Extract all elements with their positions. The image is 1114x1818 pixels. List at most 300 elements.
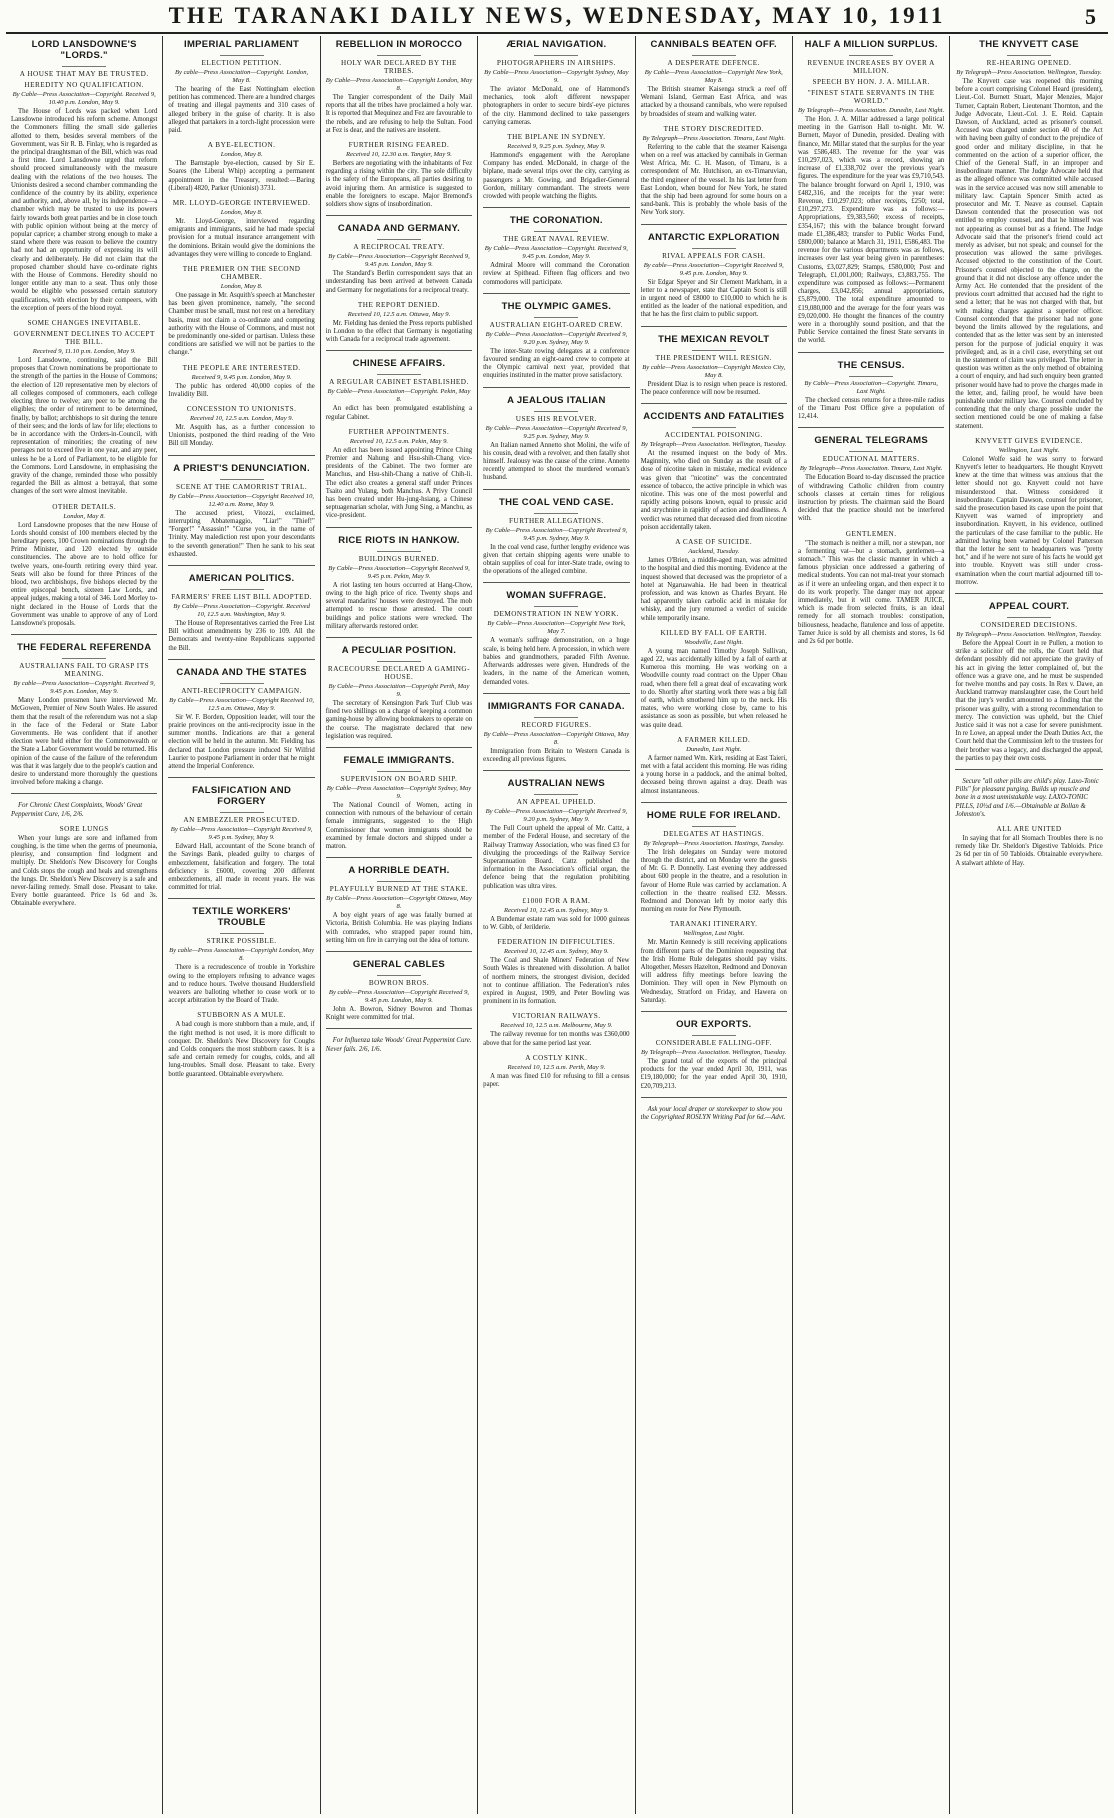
article (483, 897, 629, 932)
article-subhead: THE STORY DISCREDITED. (663, 124, 764, 133)
article-dateline: By Cable—Press Association—Copyright. Pekin, May 8. (327, 388, 471, 404)
article-headline: IMPERIAL PARLIAMENT (184, 39, 300, 50)
article-headline: A JEALOUS ITALIAN (483, 387, 629, 409)
article-body: Referring to the cable that the steamer Kaisenga when on a reef was attacked by cannibals in German West Africa, Mr. C. H. Mason, of Timaru, is a correspondent of Mr. Hutchison, an ex-Timaruvian, the third engineer of the vessel. In his last letter from East London, when bound for New York, he stated that the ship had been aground for some hours on a sand-bank. This is probably the whole basis of the New York story. (640, 143, 787, 217)
article-body: Admiral Moore will command the Coronation review at Spithead. Fifteen flag officers and two commodores will participate. (483, 262, 630, 286)
article-dateline: Received 10, 12.45 a.m. Sydney, May 9. (504, 906, 609, 914)
article-body: Before the Appeal Court in re Pullen, a motion to strike a solicitor off the rolls, the Court held that defendant possibly did not appreciate the gravity of his act in giving the letter complained of, but the offence was a grave one, and he must be suspended for twelve months and pay costs. In Rex v. Dawe, an Auckland tramway manslaughter case, the Court held that the jury's verdict amounted to a finding that the prisoner was guilty, with a strong recommendation to mercy. The conviction was upheld, but the Chief Justice said it was not a case for severe punishment. In re Lowe, an appeal under the Death Duties Act, the Court held that the Commission left to the trustees for their brother was a legacy, and discharged the appeal, the parties to pay their own costs. (955, 639, 1103, 762)
article-dateline: By Cable—Press Association—Copyright Received 9, 9.45 p.m. Sydney, May 9. (170, 826, 313, 842)
article-body: Immigration from Britain to Western Canada is exceeding all previous figures. (483, 747, 630, 763)
article-body: The Knyvett case was reopened this morning before a court comprising Colonel Heard (president), Lieut.-Col. Burnett Stuart, Major Menzies, Major Turner, Captain Robert, Lieutenant Thornton, and the Judge Advocate, Lieut.-Col. J. E. Reid. Captain Dawson, of Auckland, acted as prisoner's counsel. Accused was charged under section 40 of the Act with having been guilty of conduct to the prejudice of good order and military discipline, in that he commented on the action of a superior officer, the Chief of the General Staff, in an improper and insubordinate manner. The Judge Advocate held that as the alleged offence was committed while accused was in the service accused was now still amenable to military law. Captain Spencer Smith acted as prosecutor and Mr. T. Neave as counsel. Captain Dawson contended that the prosecution was not entitled to employ counsel, and that he himself was not appearing as counsel but as a friend. The Judge Advocate said that the prisoner's friend could act merely as adviser, but not speak; and counsel for the prosecution was allowed the same privileges. Accused objected to the constitution of the Court. Prisoner's counsel objected to the charge, on the ground that it did not disclose any offence under the Army Act. He contended that the president of the previous court admitted that accused had the right to send a letter; that he was not charged with that, but with making charges against a superior officer. Counsel contended that the prisoner had not gone beyond the limits allowed by the regulations, and contended that as the letter was sent by an interested person for the purpose of judicial enquiry it was privileged; and, as in a civil case, everything set out in the statement of claim was privileged. The letter in question was written as the only method of obtaining a court of enquiry, and had such enquiry been granted prisoner would have had to prove the charges made in the letter, and, failing proof, he would have been punishable under military law. Counsel concluded by contending that the only charge possible under the section mentioned could be one of making a false statement. (955, 78, 1103, 430)
article-subhead: "FINEST STATE SERVANTS IN THE WORLD." (807, 89, 935, 105)
article-body: The British steamer Kaisenga struck a reef off Wemani Island, German East Africa, and was attacked by a thousand cannibals, who were repulsed by broadsides of steam and walking water. (640, 86, 787, 118)
article (798, 36, 944, 346)
article-headline: THE OLYMPIC GAMES. (483, 293, 629, 315)
advertisement (11, 793, 157, 818)
article-body: Mr. Lloyd-George, interviewed regarding emigrants and immigrants, said he had made special provision for a mutual insurance arrangement with the dominions. Britain would give the dominions the advantages they were willing to concede to England. (168, 218, 315, 258)
article-dateline: By Cable—Press Association—Copyright Received 9, 9.20 p.m. Sydney, May 9. (485, 808, 628, 824)
headline-rule (377, 975, 421, 976)
article (11, 634, 157, 787)
article-subhead: SOME CHANGES INEVITABLE. (27, 319, 141, 328)
article-subhead: VICTORIAN RAILWAYS. (512, 1012, 601, 1021)
article (483, 770, 629, 891)
article-headline: THE FEDERAL REFERENDA (11, 634, 157, 656)
article-subhead: SORE LUNGS (59, 824, 109, 833)
article-subhead: MR. LLOYD-GEORGE INTERVIEWED. (172, 199, 311, 208)
article-body: The Coal and Shale Miners' Federation of New South Wales is threatened with dissolution. A ballot of northern miners, the strongest division, decided not to continue affiliation. The Federation's rules expired in August, 1909, and Peter Bowling was prominent in its formation. (483, 957, 630, 1006)
article-dateline: By Cable—Press Association—Copyright. Received 9, 10.40 p.m. London, May 9. (12, 91, 156, 106)
article-headline: HALF A MILLION SURPLUS. (804, 39, 938, 50)
advertisement-text: Secure "all other pills are child's play. Laxo-Tonic Pills" for pleasant purging. Builds up muscle and bone in a most unmistakable way. LAXO-TONIC PILLS, 10½d and 1/6.—Obtainable at Bollan & Johnston's. (955, 778, 1099, 818)
article-headline: OUR EXPORTS. (641, 1011, 787, 1033)
article (641, 802, 787, 915)
article-headline: A HORRIBLE DEATH. (326, 857, 472, 879)
article-subhead: HOLY WAR DECLARED BY THE TRIBES. (341, 59, 457, 75)
article-subhead: EDUCATIONAL MATTERS. (822, 455, 920, 464)
article (955, 36, 1102, 431)
article (483, 387, 629, 483)
article (326, 527, 472, 631)
article-subhead: RACECOURSE DECLARED A GAMING-HOUSE. (327, 664, 471, 681)
article-headline: REBELLION IN MOROCCO (335, 39, 463, 50)
article-dateline: Received 10, 12.45 a.m. Sydney, May 9. (504, 948, 609, 956)
article-body: James O'Brien, a middle-aged man, was admitted to the hospital and died this morning. Evidence at the inquest showed that deceased was the proprietor of a hotel at Ngaruawahia. He had been in theatrical profession, and was known as Charles Bryant. He had apparently taken carbolic acid in mistake for whisky, and the jury returned a verdict of suicide while temporarily insane. (640, 557, 787, 622)
advertisement (955, 769, 1102, 819)
article-subhead: PHOTOGRAPHERS IN AIRSHIPS. (496, 59, 616, 67)
article (641, 538, 787, 623)
article-dateline: By Telegraph—Press Association. Timaru, Last Night. (642, 134, 786, 142)
column-2 (163, 36, 320, 1814)
article-body: A bad cough is more stubborn than a mule, and, if the right method is not used, it is more difficult to conquer. Dr. Sheldon's New Discovery for Coughs and Colds conquers the most stubborn cases. It is a safe and certain remedy for coughs, colds, and all lung-troubles. Small dose. Pleasant to take. Every bottle guaranteed. Obtainable everywhere. (168, 1021, 315, 1078)
advertisement (641, 1097, 787, 1122)
article-dateline: Received 10, 12.5 a.m. London, May 9. (189, 415, 294, 423)
article-body: The Education Board to-day discussed the practice of withdrawing Catholic children from country schools classes at certain times for religious instruction by priests. The chairman said the Board decided that the practice should not be interfered with. (797, 474, 945, 523)
article-body: A boy eight years of age was fatally burned at Victoria, British Columbia. He was playing Indians with comrades, who strapped paper round him, setting him on fire in carrying out the idea of torture. (325, 912, 473, 944)
article-body: There is a recrudescence of trouble in Yorkshire owing to the employers refusing to advance wages and to reduce hours. Twelve thousand Huddersfield weavers are balloting whether to cease work or to accept arbitration by the Board of Trade. (168, 964, 315, 1005)
article-subhead: A BYE-ELECTION. (207, 141, 276, 150)
article-body: A man was fined £10 for refusing to fill a census paper. (483, 1072, 630, 1088)
headline-rule (220, 933, 264, 934)
article-body: The Standard's Berlin correspondent says that an understanding has been arrived at between Canada and Germany for negotiations for a reciprocal treaty. (325, 270, 473, 294)
article-dateline: By Cable—Press Association—Copyright Sydney, May 9. (326, 784, 472, 800)
headline-rule (692, 1035, 736, 1036)
article-subhead: CONSIDERABLE FALLING-OFF. (655, 1039, 772, 1048)
article (168, 199, 314, 259)
article (798, 427, 944, 523)
article (326, 951, 472, 1022)
article-subhead: RECORD FIGURES. (521, 720, 592, 729)
article (326, 215, 472, 295)
headline-rule (534, 794, 578, 795)
headline-rule (849, 451, 893, 452)
article-subhead: AN EMBEZZLER PROSECUTED. (183, 816, 300, 825)
headline-rule (377, 239, 421, 240)
article-subhead: THE REPORT DENIED. (357, 300, 441, 309)
article-dateline: By Cable—Press Association—Copyright Received 9, 9.20 p.m. Sydney, May 9. (485, 330, 628, 346)
article-headline: AMERICAN POLITICS. (168, 565, 314, 587)
article-subhead: BOWRON BROS. (368, 978, 430, 987)
article-headline: THE CENSUS. (798, 352, 944, 374)
headline-rule (220, 479, 264, 480)
article (168, 265, 314, 358)
article-dateline: By cable—Press Association—Copyright. Received 9, 9.45 p.m. London, May 9. (13, 680, 156, 696)
article-body: Hammond's engagement with the Aeroplane Company has ended. McDonald, in charge of the biplane, made several trips over the city, carrying as passengers a Mr. Gowing, and Brigadier-General Gordon, military commandant. The streets were crowded with people watching the flights. (483, 152, 630, 201)
article-subhead: SPEECH BY HON. J. A. MILLAR. (812, 78, 930, 86)
article (641, 920, 787, 1005)
article-dateline: By Telegraph—Press Association. Wellington, Tuesday. (956, 630, 1102, 638)
article-body: A woman's suffrage demonstration, on a huge scale, is being held here. A procession, in which were babies and grandmothers, paraded Fifth Avenue. Afterwards addresses were given. Hundreds of the leaders, in the name of the American women, demanded votes. (483, 637, 630, 686)
article (168, 1011, 314, 1078)
article (11, 503, 157, 629)
article-body: When your lungs are sore and inflamed from coughing, is the time when the germs of pneumonia, pleurisy, and consumption find lodgment and multiply. Dr. Sheldon's New Discovery for Coughs and Colds stops the cough and heals and strengthens the lungs. Dr. Sheldon's New Discovery is a safe and never-failing remedy. Small dose. Pleasant to take. Every bottle guaranteed. Price 1s 6d and 3s. Obtainable everywhere. (11, 834, 158, 908)
article-dateline: By Telegraph—Press Association. Wellington, Tuesday. (956, 69, 1102, 76)
article-body: The House of Lords was packed when Lord Lansdowne introduced his reform scheme. Amongst the Commoners filling the small side galleries allotted to them, besides several members of the Government, was Sir R. B. Finlay, who is regarded as the principal draughtsman of the Bill, which was read a first time. Lord Lansdowne urged that reform should proceed simultaneously with the measure dealing with the relations of the two houses. The Unionists desired a second chamber commanding the confidence of the country by its ability, experience and authority, and, above all, by its independence—a chamber which may be trusted to use its powers fairly towards both great parties and be in close touch with public opinion without being at the mercy of popular caprice; a chamber strong enough to make a stand where there was reason to believe the country had not had an opportunity of expressing its will clearly and deliberately. He did not claim that the proposed chamber should have co-ordinate rights with the House of Commons. Heredity should no longer entitle any man to a seat. Thus only those would be eligible who possessed certain statutory qualifications, with election by their compeers, with the exception of peers of the blood royal. (11, 108, 158, 312)
article-dateline: By Cable—Press Association—Copyright Received 10, 12.5 a.m. Ottawa, May 9. (169, 696, 315, 712)
article-headline: ANTARCTIC EXPLORATION (641, 224, 787, 246)
article-subhead: CONCESSION TO UNIONISTS. (186, 405, 297, 414)
article (641, 224, 787, 320)
article-headline: A PRIEST'S DENUNCIATION. (168, 455, 314, 477)
article-body: Mr. Asquith has, as a further concession to Unionists, postponed the third reading of the Veto Bill till Monday. (168, 424, 315, 448)
article-dateline: By Cable—Press Association—Copyright. Received 9, 9.45 p.m. London, May 9. (484, 245, 628, 261)
article-dateline: By cable—Press Association—Copyright Received 9, 9.45 p.m. London, May 9. (643, 261, 784, 277)
article-subhead: ELECTION PETITION. (201, 59, 282, 67)
article-body: Mr. Fielding has denied the Press reports published in London to the effect that Germany is negotiating with Canada for a reciprocal trade agreement. (325, 319, 473, 344)
advertisement-text: Ask your local draper or storekeeper to show you the Copyrighted ROSLYN Writing Pad for 6d.—Advt. (640, 1105, 786, 1122)
page-number: 5 (1085, 4, 1096, 29)
article (641, 403, 787, 532)
article-body: Mr. Martin Kennedy is still receiving applications from different parts of the Dominion requesting that the Irish Home Rule delegates should pay visits. Altogether, Messrs Hazelton, Redmond and Donovan will address fifty meetings before leaving the Dominion. They will open in New Plymouth on Wednesday, Stratford on Friday, and Hawera on Saturday. (640, 939, 787, 1004)
article-dateline: By Cable—Press Association—Copyright. Received 10, 12.5 a.m. Washington, May 9. (173, 602, 310, 618)
article-subhead: THE BIPLANE IN SYDNEY. (507, 133, 606, 142)
article-dateline: London, May 8. (63, 512, 106, 520)
article (168, 659, 314, 771)
columns-container (6, 36, 1108, 1814)
article-body: A Bundemar estate ram was sold for 1000 guineas to W. Gibb, of Jerilderie. (483, 915, 630, 931)
headline-rule (377, 551, 421, 552)
headline-rule (534, 411, 578, 412)
article-subhead: TARANAKI ITINERARY. (670, 920, 758, 929)
article-dateline: By cable—Press Association—Copyright London, May 8. (169, 947, 315, 963)
column-6 (793, 36, 950, 1814)
article (326, 857, 472, 945)
article-body: In saying that for all Stomach Troubles there is no remedy like Dr. Sheldon's Digestive Tabloids. Price 2s 6d per tin of 50 Tabloids. Obtainable everywhere. A stalwart athlete of Hay. (955, 835, 1103, 867)
article-body: A farmer named Wm. Kirk, residing at East Taieri, met with a fatal accident this morning. He was riding a young horse in a paddock, and the animal bolted, deceased being thrown against a dray. Death was almost instantaneous. (640, 754, 787, 795)
article-headline: IMMIGRANTS FOR CANADA. (483, 693, 629, 715)
article (326, 301, 472, 345)
headline-rule (534, 513, 578, 514)
article-body: In the coal vend case, further lengthy evidence was given that certain shipping agents were unable to obtain supplies of coal for inter-State trade, owing to the operations of the alleged combine. (483, 543, 630, 576)
article-subhead: AN APPEAL UPHELD. (516, 798, 596, 807)
article-headline: CANADA AND GERMANY. (326, 215, 472, 237)
article-subhead: SCENE AT THE CAMORRIST TRIAL. (175, 482, 308, 491)
article (641, 1011, 787, 1091)
headline-rule (220, 55, 264, 56)
headline-rule (377, 55, 421, 56)
article (955, 437, 1102, 587)
headline-rule (692, 350, 736, 351)
headline-rule (62, 658, 106, 659)
article (168, 455, 314, 559)
article-body: Berbers are negotiating with the inhabitants of Fez regarding a rising within the city. The sole difficulty is the safety of the Europeans, all parties desiring to avoid injuring them. An armistice is suggested to enable the foreigners to escape. Major Bremond's soldiers show signs of insubordination. (325, 160, 473, 209)
article-subhead: KILLED BY FALL OF EARTH. (660, 628, 768, 637)
article (955, 825, 1102, 868)
article-dateline: By cable—Press Association—Copyright. London, May 8. (175, 69, 309, 84)
article-subhead: GENTLEMEN. (845, 529, 897, 538)
article (955, 593, 1102, 763)
article-body: An Italian named Annetto shot Molini, the wife of his cousin, dead with a revolver, and then fatally shot himself. Jealousy was the cause of the crime. Annetto recently attempted to shoot the murdered woman's husband. (483, 441, 630, 482)
article-dateline: By Telegraph—Press Association. Wellington, Tuesday. (641, 1049, 787, 1057)
article-dateline: By Telegraph—Press Association. Wellington, Tuesday. (641, 441, 787, 449)
article (168, 565, 314, 653)
article (326, 428, 472, 521)
article (955, 769, 1102, 819)
article-headline: GENERAL CABLES (326, 951, 472, 973)
article (326, 141, 472, 209)
headline-rule (220, 683, 264, 684)
article-body: At the resumed inquest on the body of Mrs. Maginnity, who died on Sunday as the result of a dose of nicotine taken in mistake, medical evidence was given that "nicotine" was the concentrated essence of tobacco, the active principle in which was nicotine. This was one of the most powerful and rapidly acting poisons known, equal to prussic acid and strychnine in rapidity of action and deadliness. A verdict was returned that deceased died from nicotine poison accidentally taken. (640, 450, 787, 531)
article (168, 36, 314, 135)
article-body: The accused priest, Vitozzi, exclaimed, interrupting Abbatemaggio, "Liar!" "Thief!" "Forger!" "Assassin!" "Curse you, in the name of Trinity. May malediction rest upon your descendants to the seventh generation!" Then he sank to his seat exhausted. (168, 509, 315, 558)
headline-rule (377, 661, 421, 662)
article-subhead: USES HIS REVOLVER. (515, 414, 597, 423)
headline-rule (692, 826, 736, 827)
article-subhead: STRIKE POSSIBLE. (206, 937, 277, 946)
column-1 (6, 36, 163, 1814)
article (326, 1028, 472, 1053)
article (168, 141, 314, 193)
article (483, 36, 629, 127)
article-dateline: By Cable—Press Association—Copyright Ottawa, May 8. (326, 895, 472, 911)
article (168, 777, 314, 892)
article (483, 582, 629, 686)
article-body: A young man named Timothy Joseph Sullivan, aged 22, was accidentally killed by a fall of earth at Kumeroa this morning. He was working on a Woodville county road contract on the Upper Ohau road, when there fell a great deal of excavating work to do. Shortly after starting work there was a big fall of earth, which smothered him up to the neck. His mates, who were working close by, came to his assistance as soon as possible, but when released he was quite dead. (640, 647, 787, 729)
article-dateline: Auckland, Tuesday. (688, 548, 740, 556)
column-7 (950, 36, 1107, 1814)
article-subhead: AUSTRALIANS FAIL TO GRASP ITS MEANING. (19, 662, 150, 679)
column-3 (321, 36, 478, 1814)
article-dateline: By Cable—Press Association—Copyright New York, May 8. (644, 69, 783, 84)
article-dateline: By cable—Press Association—Copyright Received 9, 9.45 p.m. London, May 9. (328, 988, 470, 1004)
article (483, 693, 629, 764)
article-dateline: Received 10, 12.5 a.m. Perth, May 9. (507, 1063, 606, 1071)
article-headline: WOMAN SUFFRAGE. (483, 582, 629, 604)
article-headline: HOME RULE FOR IRELAND. (641, 802, 787, 824)
article-body: Sir W. F. Borden, Opposition leader, will tour the prairie provinces on the anti-reciprocity issue in the summer months. Indications are that a general election will be held in the autumn. Mr. Fielding has declared that London pressure induced Sir Wilfrid Laurier to postpone Parliament in order that he might attend the Imperial Conference. (168, 713, 315, 770)
article-subhead: RIVAL APPEALS FOR CASH. (662, 251, 766, 260)
article-subhead: GOVERNMENT DECLINES TO ACCEPT THE BILL. (13, 330, 155, 347)
article-body: The checked census returns for a three-mile radius of the Timaru Post Office give a population of 12,414. (797, 396, 945, 421)
article (641, 1097, 787, 1122)
article-headline: GENERAL TELEGRAMS (798, 427, 944, 449)
article-subhead: ALL ARE UNITED (996, 825, 1062, 834)
advertisement (326, 1028, 472, 1053)
article (641, 125, 787, 218)
advertisement-text: For Chronic Chest Complaints, Woods' Great Peppermint Cure, 1/6, 2/6. (11, 802, 143, 818)
article (168, 364, 314, 399)
article-body: The railway revenue for ten months was £360,000 above that for the same period last year. (483, 1031, 630, 1047)
article-subhead: FURTHER RISING FEARED. (348, 141, 450, 150)
headline-rule (377, 374, 421, 375)
article-body: The Irish delegates on Sunday were motored through the district, and on Monday were the guests of Mr. G. P. Donnelly. Last evening they addressed about 600 people in the theatre, and a resolution in favour of Home Rule was carried by acclamation. A collection in the theatre realised £32. Messrs. Redmond and Donovan left by motor early this morning en route for New Plymouth. (640, 848, 787, 914)
article-body: The Full Court upheld the appeal of Mr. Cattz, a member of the Federal House, and secretary of the Railway Tramway Association, who was fined £3 for divulging the proceedings of the Railway Service Superannuation Board. Cattz published the information in the Association's official organ, the defence being that the regulation prohibiting publication was ultra vires. (483, 825, 630, 890)
article-dateline: By cable—Press Association—Copyright Mexico City, May 8. (642, 363, 786, 379)
article-headline: APPEAL COURT. (955, 593, 1102, 615)
article-body: One passage in Mr. Asquith's speech at Manchester has been given prominence, namely, "the second Chamber must be small, must not rest on a hereditary basis, must not claim a co-ordinate and competing authority with the House of Commons, and must not be predominantly one-sided or partisan. Unless these conditions are satisfied we will not be parties to the change." (168, 292, 315, 357)
article-headline: THE KNYVETT CASE (979, 39, 1079, 50)
article-headline: LORD LANSDOWNE'S "LORDS." (31, 39, 137, 61)
article (798, 530, 944, 647)
article-subhead: FEDERATION IN DIFFICULTIES. (497, 938, 616, 947)
article-body: Sir Edgar Speyer and Sir Clement Markham, in a letter to a newspaper, state that Captain Scott is still in urgent need of £8000 to £10,000 to which he is entitled as the leader of the national expedition, and that he has the first claim to public support. (640, 278, 787, 319)
headline-rule (377, 881, 421, 882)
article-subhead: BUILDINGS BURNED. (358, 554, 440, 563)
masthead-title: THE TARANAKI DAILY NEWS, WEDNESDAY, MAY 10, 1911 (168, 3, 946, 28)
article-subhead: RE-HEARING OPENED. (986, 59, 1072, 67)
article (168, 405, 314, 449)
article-dateline: Dunedin, Last Night. (686, 745, 742, 753)
article-headline: ÆRIAL NAVIGATION. (506, 39, 607, 50)
article-subhead: A RECIPROCAL TREATY. (353, 243, 445, 252)
article-subhead: £1000 FOR A RAM. (522, 896, 591, 905)
article-body: Lord Lansdowne proposes that the new House of Lords should consist of 100 members elected by the hereditary peers, 100 Crown nominations through the Prime Minister, and 120 elected by outside constituencies. The above are to hold office for twelve years, one-fourth retiring every third year. Seats will also be found for three Princes of the blood, two archbishops, five bishops elected by the entire episcopal bench, sixteen Law Lords, and appeal judges, making a total of 346. Lord Morley to-night declared in the House of Lords that the Government was unable to approve of any of Lord Lansdowne's proposals. (11, 521, 158, 627)
article-subhead: THE PEOPLE ARE INTERESTED. (182, 363, 301, 372)
headline-rule (534, 55, 578, 56)
article-subhead: KNYVETT GIVES EVIDENCE. (975, 436, 1083, 445)
advertisement-text: For Influenza take Woods' Great Peppermint Cure. Never fails. 2/6, 1/6. (325, 1037, 472, 1053)
article-body: Lord Lansdowne, continuing, said the Bill proposes that Crown nominations be proportionate to the strength of the parties in the House of Commons; the election of 120 representative men by electors of all colleges composed of commoners, each college electing three to twelve; any peer to be among the eligibles; the order of retirement to be determined, finally, by ballot; archbishops to sit during the tenure of their sees; and the lords of law for life; elections to be in accordance with the Orders-in-Council, with representation of minorities; the creating of new peerages not to exceed five in one year, and any peer, unless he be a Lord of Parliament, to be eligible for the Commons. Lord Lansdowne, in emphasising the gravity of the change, reminded those who possibly regarded the Bill as almost a betrayal, that some changes of the sort were almost inevitable. (11, 357, 158, 496)
article-headline: THE MEXICAN REVOLT (641, 326, 787, 348)
article-dateline: London, May 8. (220, 209, 263, 217)
article (641, 36, 787, 119)
article (641, 326, 787, 397)
article-body: The grand total of the exports of the principal products for the year ended April 30, 1911, was £19,180,000; for the year ended April 30, 1910, £20,709,213. (640, 1058, 787, 1090)
article-subhead: THE PRESIDENT WILL RESIGN. (655, 353, 772, 362)
article (483, 207, 629, 287)
article-headline: FEMALE IMMIGRANTS. (326, 747, 472, 769)
article-subhead: DEMONSTRATION IN NEW YORK. (493, 610, 619, 619)
article-body: The public has ordered 40,000 copies of the Invalidity Bill. (168, 382, 315, 398)
article-body: The Barnstaple bye-election, caused by Sir E. Soares (the Liberal Whip) accepting a permanent appointment in the Treasury, resulted:—Baring (Liberal) 4820, Parker (Unionist) 3731. (168, 160, 315, 192)
column-5 (636, 36, 793, 1814)
article (11, 825, 157, 909)
masthead (6, 0, 1108, 34)
headline-rule (534, 717, 578, 718)
article-dateline: London, May 8. (220, 283, 263, 291)
article (483, 1054, 629, 1089)
headline-rule (1007, 617, 1051, 618)
article-body: Colonel Wolfe said he was sorry to forward Knyvett's letter to headquarters. He thought Knyvett knew at the time that witness was anxious that the letter should not go. Knyvett could not have misunderstood that. Witness considered it insubordinate. Captain Dawson, counsel for prisoner, said the prosecution based its case upon the point that Knyvett was warned of impropriety and insubordination. Knyvett, in his evidence, outlined the particulars of the case familiar to the public. He admitted having been warned by Colonel Patterson that the letter he sent to headquarters was "pretty hot," and if he were not sure of his facts he would get into trouble. Knyvett was still under cross-examination when the court martial adjourned till to-morrow. (955, 455, 1103, 586)
article-dateline: By Cable—Press Association—Copyright New York, May 7. (487, 620, 626, 636)
article-dateline: By Telegraph—Press Association. Hastings, Tuesday. (643, 839, 785, 847)
article-subhead: SUPERVISION ON BOARD SHIP. (340, 774, 458, 783)
article-dateline: By Telegraph—Press Association. Timaru, Last Night. (799, 465, 943, 473)
article (326, 36, 472, 135)
article (641, 736, 787, 796)
article-body: The Hon. J. A. Millar addressed a large political meeting in the Garrison Hall to-night. Mr. W. Burnett, Mayor of Dunedin, presided. Dealing with finance, Mr. Millar stated that the surplus for the year was £586,483. The revenue for the year was £10,297,023, which was a record, showing an increase of £1,338,702 over the previous year's figures. The expenditure for the year was £9,710,543. The balance brought forward on April 1, 1910, was £482,316, and the receipts for the year were: Revenue, £10,297,023; other receipts, £250; total, £10,297,273. Expenditure was as follows:—Appropriations, £9,383,560; excess of receipts, £354,167; this with the balance brought forward made £1,386,483; transfer to Public Works Fund, £800,000; balance at March 31, 1911, £586,483. The revenue for the various departments was as follows, increases over last year being given in parentheses: Customs, £3,027,829; Stamps, £580,000; Post and Telegraph, £1,001,000; Railways, £3,883,755. The expenditure was composed as follows:—Permanent charges, £3,042,856; annual appropriations, £5,879,000. The total expenditure amounted to £19,080,000 and the average for the four years was £9,020,000. He thought the finances of the country were in a thoroughly sound position, and that the Public Service contained the finest State servants in the world. (797, 116, 945, 345)
article-subhead: FARMERS' FREE LIST BILL ADOPTED. (171, 592, 312, 601)
headline-rule (220, 812, 264, 813)
article-dateline: By Cable—Press Association—Copyright Received 9, 9.45 p.m. Sydney, May 9. (485, 526, 628, 542)
headline-rule (849, 55, 893, 56)
article-dateline: By Cable—Press Association—Copyright Ottawa, May 8. (483, 730, 630, 746)
headline-rule (849, 376, 893, 377)
article-dateline: By Telegraph—Press Association. Dunedin, Last Night. (798, 107, 945, 114)
article-dateline: Woodville, Last Night. (684, 638, 744, 646)
article-headline: CANADA AND THE STATES (168, 659, 314, 681)
article-headline: AUSTRALIAN NEWS (483, 770, 629, 792)
article (326, 637, 472, 741)
article-subhead: ACCIDENTAL POISONING. (664, 431, 763, 440)
article (168, 898, 314, 1005)
article-subhead: FURTHER APPOINTMENTS. (348, 427, 450, 436)
article (483, 293, 629, 381)
article-dateline: London, May 8. (220, 151, 263, 159)
article-body: An edict has been issued appointing Prince Ching Premier and Nahung and Hsu-shih-Chang vice-presidents of the Cabinet. The two former are Manchus, and Hsu-shih-Chang a native of Chih-li. The edict also creates a general staff under Princes Tsaito and Yulang, both Manchus. A Privy Council has been created under Hu-jung-hsiang, a Chinese septuagenarian scholar, with Jung Sing, a Manchu, as vice-president. (325, 446, 473, 520)
article-body: "The stomach is neither a mill, nor a stewpan, nor a fermenting vat—but a stomach, gentlemen—a stomach." This was the classic manner in which a famous physician once addressed a gathering of medical students. You can not mal-treat your stomach as if it were an unfeeling organ, and then expect it to do its work properly. The danger may not appear immediately, but it will come. TAMER JUICE, which is made from selected fruits, is an ideal remedy for all stomach troubles: constipation, biliousness, headache, flatulence and loss of appetite. Tamer Juice is sold by all chemists and stores, 1s 6d and 2s 6d per bottle. (797, 539, 945, 645)
article-subhead: A CASE OF SUICIDE. (675, 538, 753, 547)
headline-rule (534, 606, 578, 607)
article-subhead: A COSTLY KINK. (525, 1053, 588, 1062)
article-dateline: Received 10, 12.5 a.m. Melbourne, May 9. (500, 1022, 613, 1030)
article-subhead: OTHER DETAILS. (52, 502, 117, 511)
article-dateline: Received 10, 12.5 a.m. Pekin, May 9. (349, 437, 449, 445)
headline-rule (377, 771, 421, 772)
article-body: The secretary of Kensington Park Turf Club was fined two shillings on a charge of keeping a common gaming-house by allowing bookmakers to operate on the course. The magistrate declared that new legislation was required. (325, 699, 473, 740)
article-subhead: A FARMER KILLED. (677, 735, 751, 744)
article-body: Edward Hall, accountant of the Scone branch of the Savings Bank, pleaded guilty to charges of embezzlement, falsification and forgery. The total deficiency is £6000, covering 200 different embezzlements, all made in recent years. He was committed for trial. (168, 843, 315, 892)
article-subhead: CONSIDERED DECISIONS. (980, 620, 1078, 629)
headline-rule (692, 427, 736, 428)
article-subhead: ANTI-RECIPROCITY CAMPAIGN. (181, 686, 302, 695)
article-dateline: Wellington, Last Night. (683, 930, 745, 938)
article-headline: TEXTILE WORKERS' TROUBLE (168, 898, 314, 931)
article-dateline: By Cable—Press Association—Copyright. Timaru, Last Night. (804, 379, 938, 395)
article (11, 36, 157, 313)
article-subhead: DELEGATES AT HASTINGS. (663, 829, 765, 838)
article-body: An edict has been promulgated establishing a regular Cabinet. (325, 405, 473, 421)
article-dateline: By Cable—Press Association—Copyright Sydney, May 9. (484, 69, 629, 84)
article-headline: RICE RIOTS IN HANKOW. (326, 527, 472, 549)
article-subhead: A REGULAR CABINET ESTABLISHED. (329, 378, 469, 387)
article (483, 133, 629, 201)
article-headline: ACCIDENTS AND FATALITIES (641, 403, 787, 425)
article-dateline: By Cable—Press Association—Copyright London, May 8. (325, 77, 473, 92)
article (483, 489, 629, 577)
headline-rule (692, 248, 736, 249)
headline-rule (220, 589, 264, 590)
article-dateline: Received 9, 9.45 p.m. London, May 9. (191, 373, 292, 381)
article-subhead: A HOUSE THAT MAY BE TRUSTED. (19, 70, 149, 78)
article-subhead: THE GREAT NAVAL REVIEW. (503, 235, 610, 244)
article-headline: FALSIFICATION AND FORGERY (168, 777, 314, 810)
article (11, 319, 157, 496)
article-subhead: FURTHER ALLEGATIONS. (509, 516, 604, 525)
headline-rule (62, 66, 106, 67)
article-dateline: By Cable—Press Association—Copyright Received 9, 9.45 p.m. London, May 9. (328, 253, 470, 269)
article-body: President Diaz is to resign when peace is restored. The peace conference will now be resumed. (640, 380, 787, 396)
article-body: The National Council of Women, acting in connection with rumours of the behaviour of certain female immigrants, suggested to the High Commissioner that women immigrants should be examined by female doctors and shipped under a matron. (325, 801, 473, 850)
article-body: The inter-State rowing delegates at a conference favoured sending an eight-oared crew to compete at the Olympic carnival next year, provided that enquiries instituted in the matter prove satisfactory. (483, 347, 630, 380)
column-4 (478, 36, 635, 1814)
headline-rule (534, 317, 578, 318)
article-body: Many London pressmen have interviewed Mr. McGowen, Premier of New South Wales. He assured them that the result of the referendum was not a slap in the face of the Federal or State Labor Governments. He was confident that if another election were held either for the Commonwealth or the State a Labor Government would be returned. His opinion of the cause of the failure of the referendum was that it was largely due to the people's caution and desire to understand more thoroughly the questions involved before making a change. (11, 697, 158, 787)
article-headline: CANNIBALS BEATEN OFF. (650, 39, 777, 50)
article-dateline: Received 10, 12.5 a.m. Ottawa, May 9. (347, 310, 451, 318)
article-headline: THE CORONATION. (483, 207, 629, 229)
article-subhead: STUBBORN AS A MULE. (197, 1011, 286, 1020)
article-subhead: HEREDITY NO QUALIFICATION. (24, 81, 144, 89)
